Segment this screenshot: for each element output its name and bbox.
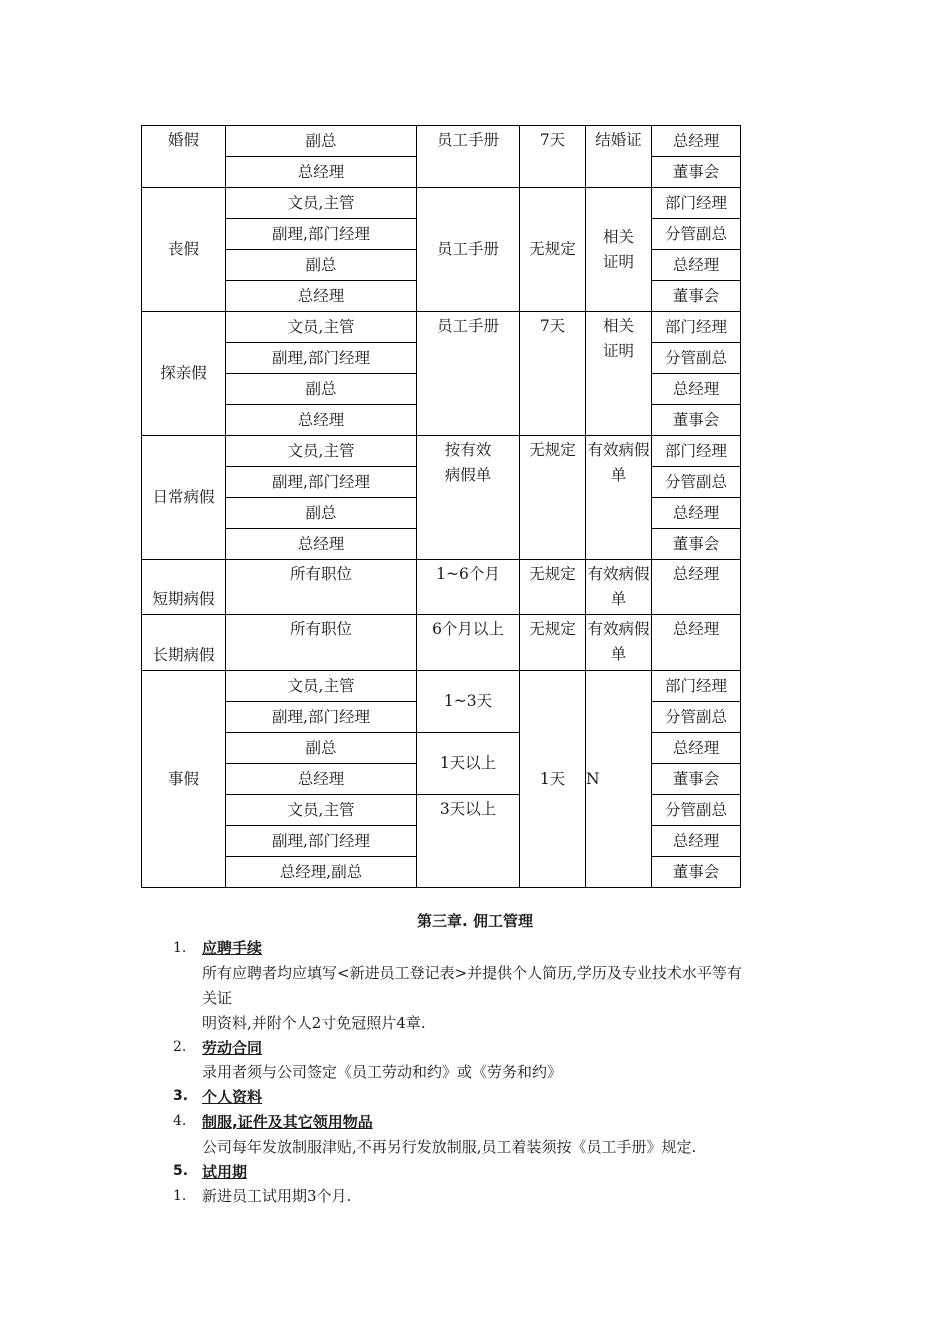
item-number: 4. bbox=[173, 1113, 187, 1129]
role-cell: 文员,主管 bbox=[226, 188, 417, 219]
basis-cell: 员工手册 bbox=[417, 312, 520, 436]
basis-cell: 员工手册 bbox=[417, 126, 520, 188]
role-cell: 副理,部门经理 bbox=[226, 702, 417, 733]
approver-cell: 总经理 bbox=[652, 826, 741, 857]
document-text: 有效病假单 bbox=[587, 441, 650, 484]
leave-type-cell: 短期病假 bbox=[142, 560, 226, 615]
role-cell: 文员,主管 bbox=[226, 671, 417, 702]
leave-type-cell: 丧假 bbox=[142, 188, 226, 312]
item-number: 3. bbox=[173, 1088, 189, 1104]
leave-policy-table bbox=[141, 125, 741, 888]
section-heading: 个人资料 bbox=[202, 1088, 263, 1106]
role-cell: 总经理 bbox=[226, 529, 417, 560]
role-cell: 副理,部门经理 bbox=[226, 343, 417, 374]
approver-cell: 总经理 bbox=[652, 250, 741, 281]
section-heading: 应聘手续 bbox=[202, 939, 263, 957]
basis-text: 按有效病假单 bbox=[444, 441, 492, 484]
document-cell bbox=[586, 615, 652, 671]
approver-cell: 总经理 bbox=[652, 615, 741, 671]
approver-cell: 董事会 bbox=[652, 857, 741, 888]
document-cell: 结婚证 bbox=[586, 126, 652, 188]
basis-cell: 1~3天 bbox=[417, 671, 520, 733]
basis-cell: 1~6个月 bbox=[417, 560, 520, 615]
section-heading: 劳动合同 bbox=[202, 1039, 263, 1057]
approver-cell: 总经理 bbox=[652, 374, 741, 405]
section-heading: 制服,证件及其它领用物品 bbox=[202, 1113, 373, 1131]
leave-type-cell: 婚假 bbox=[142, 126, 226, 188]
approver-cell: 部门经理 bbox=[652, 436, 741, 467]
approver-cell: 部门经理 bbox=[652, 671, 741, 702]
days-cell: 无规定 bbox=[520, 436, 586, 560]
role-cell: 文员,主管 bbox=[226, 436, 417, 467]
document-cell bbox=[586, 436, 652, 560]
basis-cell: 员工手册 bbox=[417, 188, 520, 312]
days-cell: 7天 bbox=[520, 312, 586, 436]
role-cell: 所有职位 bbox=[226, 560, 417, 615]
role-cell: 文员,主管 bbox=[226, 795, 417, 826]
basis-cell bbox=[417, 436, 520, 560]
days-cell: 无规定 bbox=[520, 560, 586, 615]
role-cell: 总经理 bbox=[226, 157, 417, 188]
paragraph-line: 明资料,并附个人2寸免冠照片4章. bbox=[202, 1014, 426, 1032]
days-cell: 无规定 bbox=[520, 188, 586, 312]
role-cell: 总经理,副总 bbox=[226, 857, 417, 888]
approver-cell: 部门经理 bbox=[652, 312, 741, 343]
role-cell: 副总 bbox=[226, 733, 417, 764]
document-cell bbox=[586, 312, 652, 436]
item-number: 5. bbox=[173, 1163, 189, 1179]
paragraph-line: 新进员工试用期3个月. bbox=[202, 1187, 352, 1205]
leave-type-cell: 事假 bbox=[142, 671, 226, 888]
chapter-title: 第三章. 佣工管理 bbox=[417, 912, 533, 930]
basis-cell: 3天以上 bbox=[417, 795, 520, 888]
role-cell: 副理,部门经理 bbox=[226, 826, 417, 857]
approver-cell: 分管副总 bbox=[652, 343, 741, 374]
approver-cell: 总经理 bbox=[652, 560, 741, 615]
approver-cell: 分管副总 bbox=[652, 467, 741, 498]
leave-type-cell: 探亲假 bbox=[142, 312, 226, 436]
paragraph-line: 所有应聘者均应填写<新进员工登记表>并提供个人简历,学历及专业技术水平等有 bbox=[202, 964, 742, 982]
document-cell: N bbox=[586, 671, 652, 888]
approver-cell: 分管副总 bbox=[652, 219, 741, 250]
document-cell bbox=[586, 188, 652, 312]
paragraph-line: 录用者须与公司签定《员工劳动和约》或《劳务和约》 bbox=[202, 1063, 563, 1081]
paragraph-line: 关证 bbox=[202, 989, 233, 1007]
leave-type-cell: 日常病假 bbox=[142, 436, 226, 560]
approver-cell: 总经理 bbox=[652, 498, 741, 529]
approver-cell: 董事会 bbox=[652, 764, 741, 795]
role-cell: 总经理 bbox=[226, 405, 417, 436]
role-cell: 总经理 bbox=[226, 764, 417, 795]
approver-cell: 总经理 bbox=[652, 126, 741, 157]
days-cell: 7天 bbox=[520, 126, 586, 188]
item-number: 2. bbox=[173, 1039, 187, 1055]
role-cell: 副总 bbox=[226, 498, 417, 529]
role-cell: 副总 bbox=[226, 250, 417, 281]
approver-cell: 董事会 bbox=[652, 157, 741, 188]
approver-cell: 部门经理 bbox=[652, 188, 741, 219]
approver-cell: 董事会 bbox=[652, 529, 741, 560]
role-cell: 副总 bbox=[226, 126, 417, 157]
role-cell: 副理,部门经理 bbox=[226, 219, 417, 250]
leave-type-cell: 长期病假 bbox=[142, 615, 226, 671]
document-text: 相关证明 bbox=[602, 317, 634, 360]
item-number: 1. bbox=[173, 940, 187, 956]
approver-cell: 董事会 bbox=[652, 281, 741, 312]
document-cell bbox=[586, 560, 652, 615]
approver-cell: 分管副总 bbox=[652, 702, 741, 733]
role-cell: 总经理 bbox=[226, 281, 417, 312]
document-text: 有效病假单 bbox=[587, 620, 650, 663]
approver-cell: 总经理 bbox=[652, 733, 741, 764]
approver-cell: 分管副总 bbox=[652, 795, 741, 826]
role-cell: 文员,主管 bbox=[226, 312, 417, 343]
section-heading: 试用期 bbox=[202, 1163, 248, 1181]
basis-cell: 6个月以上 bbox=[417, 615, 520, 671]
document-text: 相关证明 bbox=[602, 227, 634, 271]
role-cell: 所有职位 bbox=[226, 615, 417, 671]
document-text: 有效病假单 bbox=[587, 565, 650, 608]
role-cell: 副总 bbox=[226, 374, 417, 405]
days-cell: 1天 bbox=[520, 671, 586, 888]
paragraph-line: 公司每年发放制服津贴,不再另行发放制服,员工着装须按《员工手册》规定. bbox=[202, 1138, 697, 1156]
days-cell: 无规定 bbox=[520, 615, 586, 671]
role-cell: 副理,部门经理 bbox=[226, 467, 417, 498]
approver-cell: 董事会 bbox=[652, 405, 741, 436]
basis-cell: 1天以上 bbox=[417, 733, 520, 795]
item-number: 1. bbox=[173, 1188, 187, 1204]
